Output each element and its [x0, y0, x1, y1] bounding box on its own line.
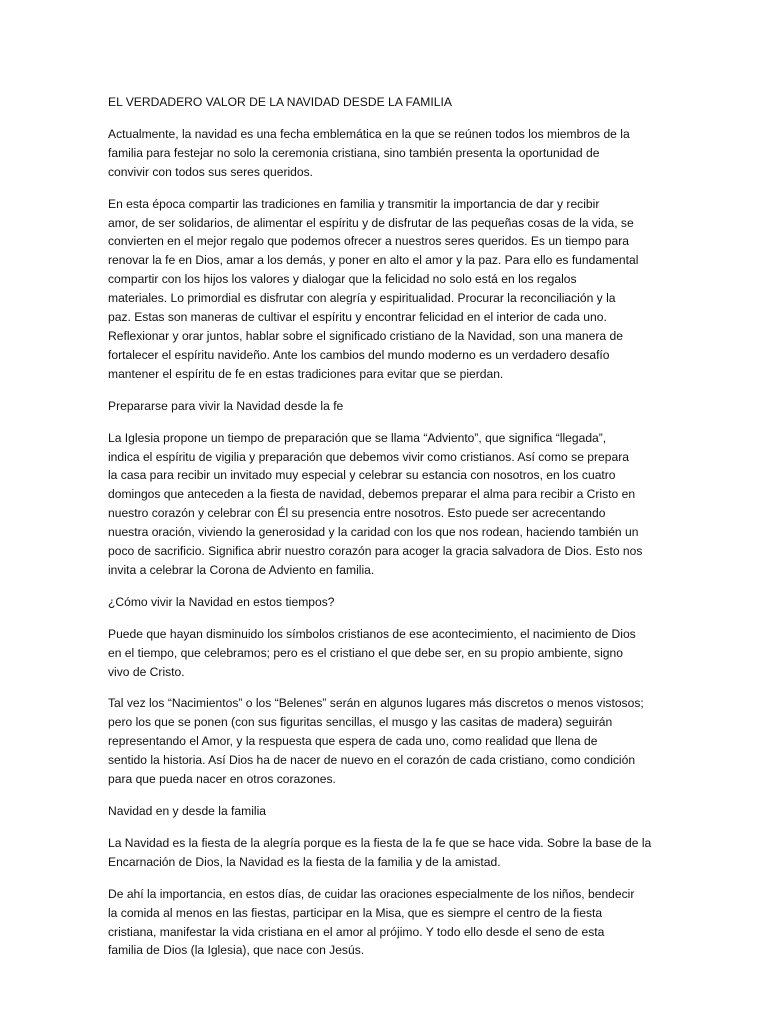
- paragraph: [108, 625, 664, 682]
- text-line: fortalecer el espíritu navideño. Ante los cambios del mundo moderno es un verdadero desafío: [108, 347, 610, 362]
- text-line: para que pueda nacer en otros corazones.: [108, 772, 336, 787]
- section-heading: Navidad en y desde la familia: [108, 804, 266, 818]
- paragraph: [108, 694, 664, 789]
- text-line: convivir con todos sus seres queridos.: [108, 164, 314, 179]
- paragraph: [108, 885, 664, 961]
- text-line: mantener el espíritu de fe en estas tradiciones para evitar que se pierdan.: [108, 366, 504, 381]
- text-line: la casa para recibir un invitado muy especial y celebrar su estancia con nosotros, en los cuatro: [108, 468, 616, 483]
- text-line: representando el Amor, y la respuesta que espera de cada uno, como realidad que llena de: [108, 734, 598, 749]
- text-line: De ahí la importancia, en estos días, de cuidar las oraciones especialmente de los niños, bendecir: [108, 886, 635, 901]
- text-line: amor, de ser solidarios, de alimentar el espíritu y de disfrutar de las pequeñas cosas de la vida, se: [108, 215, 634, 230]
- text-line: invita a celebrar la Corona de Adviento en familia.: [108, 562, 375, 577]
- document-title: EL VERDADERO VALOR DE LA NAVIDAD DESDE LA FAMILIA: [108, 95, 452, 109]
- paragraph: [108, 429, 664, 580]
- text-line: Tal vez los “Nacimientos” o los “Belenes” serán en algunos lugares más discretos o menos vistosos;: [108, 696, 644, 711]
- text-line: cristiana, manifestar la vida cristiana en el amor al prójimo. Y todo ello desde el seno de esta: [108, 924, 605, 939]
- section-heading: ¿Cómo vivir la Navidad en estos tiempos?: [108, 594, 335, 609]
- text-line: domingos que anteceden a la fiesta de navidad, debemos preparar el alma para recibir a Cristo en: [108, 487, 636, 502]
- text-line: Actualmente, la navidad es una fecha emblemática en la que se reúnen todos los miembros de la: [108, 126, 630, 141]
- text-line: en el tiempo, que celebramos; pero es el cristiano el que debe ser, en su propio ambiente, signo: [108, 645, 623, 660]
- text-line: sentido la historia. Así Dios ha de nacer de nuevo en el corazón de cada cristiano, como condición: [108, 753, 636, 768]
- text-line: paz. Estas son maneras de cultivar el espíritu y encontrar felicidad en el interior de cada uno.: [108, 310, 607, 325]
- text-line: Puede que hayan disminuido los símbolos cristianos de ese acontecimiento, el nacimiento de Dios: [108, 626, 636, 641]
- paragraph: [108, 834, 664, 872]
- document-page: [108, 93, 664, 973]
- text-line: familia para festejar no solo la ceremonia cristiana, sino también presenta la oportunidad de: [108, 145, 600, 160]
- text-line: compartir con los hijos los valores y dialogar que la felicidad no solo está en los regalos: [108, 272, 577, 287]
- text-line: indica el espíritu de vigilia y preparación que debemos vivir como cristianos. Así como se prepara: [108, 449, 629, 464]
- text-line: Encarnación de Dios, la Navidad es la fiesta de la familia y de la amistad.: [108, 854, 501, 869]
- text-line: materiales. Lo primordial es disfrutar con alegría y espiritualidad. Procurar la reconciliación y la: [108, 291, 616, 306]
- text-line: En esta época compartir las tradiciones en familia y transmitir la importancia de dar y recibir: [108, 196, 600, 211]
- text-line: la comida al menos en las fiestas, participar en la Misa, que es siempre el centro de la fiesta: [108, 905, 603, 920]
- text-line: renovar la fe en Dios, amar a los demás, y poner en alto el amor y la paz. Para ello es fundamental: [108, 253, 639, 268]
- section-heading: Prepararse para vivir la Navidad desde la fe: [108, 398, 344, 413]
- text-line: nuestro corazón y celebrar con Él su presencia entre nosotros. Esto puede ser acrecentando: [108, 506, 606, 521]
- text-line: poco de sacrificio. Significa abrir nuestro corazón para acoger la gracia salvadora de Dios. Esto nos: [108, 544, 643, 559]
- text-line: pero los que se ponen (con sus figuritas sencillas, el musgo y las casitas de madera) seguirán: [108, 715, 613, 730]
- text-line: Reflexionar y orar juntos, hablar sobre el significado cristiano de la Navidad, son una manera de: [108, 328, 623, 343]
- text-line: familia de Dios (la Iglesia), que nace con Jesús.: [108, 943, 365, 958]
- text-line: vivo de Cristo.: [108, 664, 185, 679]
- text-line: La Iglesia propone un tiempo de preparación que se llama “Adviento”, que significa “llegada”,: [108, 430, 607, 445]
- text-line: nuestra oración, viviendo la generosidad y la caridad con los que nos rodean, haciendo también un: [108, 525, 639, 540]
- text-line: La Navidad es la fiesta de la alegría porque es la fiesta de la fe que se hace vida. Sobre la base de la: [108, 835, 652, 850]
- paragraph: [108, 195, 664, 384]
- document-body: [108, 125, 664, 960]
- paragraph: [108, 125, 664, 182]
- text-line: convierten en el mejor regalo que podemos ofrecer a nuestros seres queridos. Es un tiempo para: [108, 234, 629, 249]
